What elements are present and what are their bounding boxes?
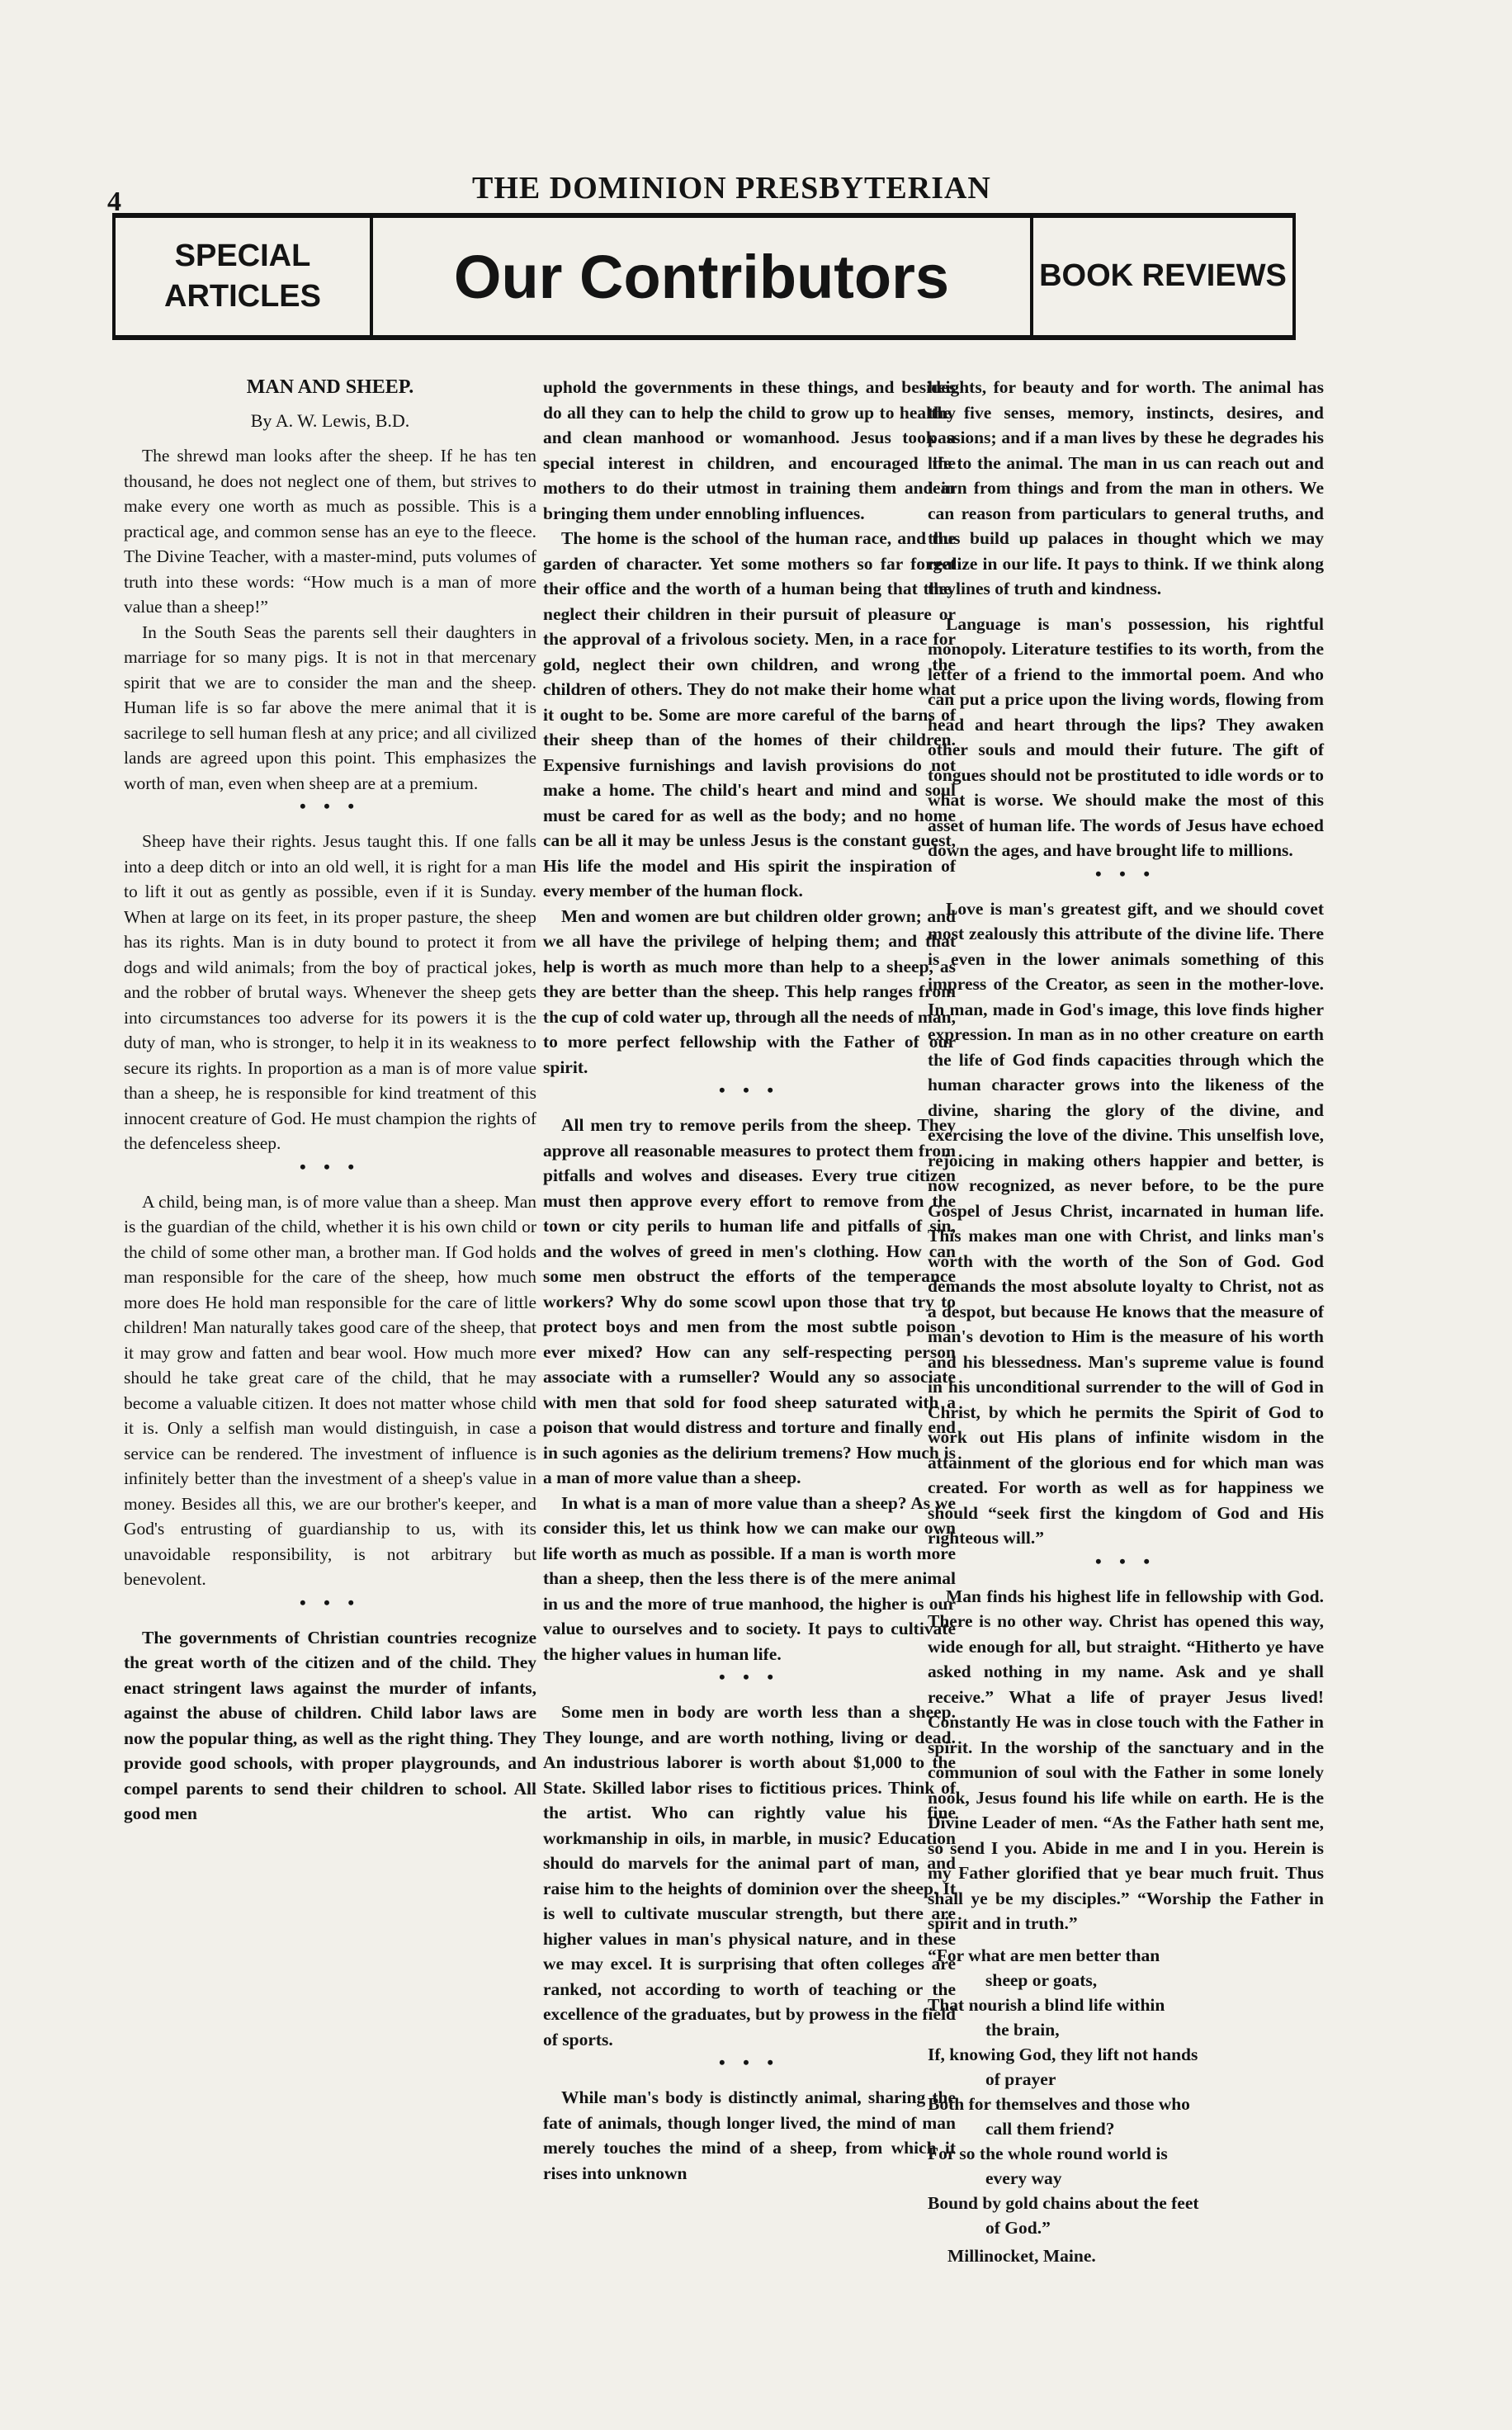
author-location: Millinocket, Maine. — [947, 2245, 1096, 2266]
separator: • • • — [718, 1666, 781, 1687]
poem-line: of prayer — [985, 2068, 1056, 2089]
paragraph: All men try to remove perils from the sheep. They approve all reasonable measures to protect them from pitfalls and wolves and diseases. Every true citizen must then approve every effort to remove from the town or city perils to human life and pitfalls of sin, and the wolves of greed in men's clothing. How can some men obstruct the efforts of the temperance workers? Why do some scowl upon those that try to protect boys and men from the most subtle poison ever mixed? How can any self-respecting person associate with a rumseller? Would any so associate with men that sold for food sheep saturated with a poison that would distress and torture and finally end in such agonies as the delirium tremens? How much is a man of more value than a sheep. — [543, 1115, 956, 1487]
section-title: Our Contributors — [453, 242, 950, 311]
column-2 — [543, 375, 956, 2186]
poem-line: of God.” — [985, 2217, 1051, 2238]
paragraph: heights, for beauty and for worth. The animal has the five senses, memory, instincts, desires, and passions; and if a man lives by these he degrades his life to the animal. The man in us can reach out and learn from things and from the man in others. We can reason from particulars to general truths, and thus build up palaces in thought which we may realize in our life. It pays to think. If we think along the lines of truth and kindness. — [928, 377, 1324, 598]
separator: • • • — [718, 1080, 781, 1100]
paragraph: Love is man's greatest gift, and we should covet most zealously this attribute of the divine life. There is even in the lower animals something of this impress of the Creator, as seen in the mother-love. In man, made in God's image, this love finds higher expression. In man as in no other creature on earth the life of God finds capacities through which the human character grows into the likeness of the divine, sharing the glory of the divine, and exercising the love of the divine. This unselfish love, rejoicing in making others happier and better, is now recognized, as never before, to be the pure Gospel of Jesus Christ, incarnated in human life. This makes man one with Christ, and links man's worth with the worth of the Son of God. God demands the most absolute loyalty to Christ, not as a despot, but because He knows that the measure of man's devotion to Him is the measure of his worth and his blessedness. Man's supreme value is found in his unconditional surrender to the will of God in Christ, by which he permits the Spirit of God to work out His plans of infinite wisdom in the attainment of the glorious end for which man was created. For worth as well as for happiness we should “seek first the kingdom of God and His righteous will.” — [928, 898, 1324, 1548]
column-1 — [124, 375, 536, 1827]
poem-line: call them friend? — [985, 2118, 1115, 2139]
article-title: MAN AND SHEEP. — [246, 376, 414, 398]
paragraph: The governments of Christian countries recognize the great worth of the citizen and of the child. They enact stringent laws against the murder of infants, against the abuse of children. Child labor laws are now the popular thing, as well as the right thing. They provide good schools, with proper playgrounds, and compel parents to send their children to school. All good men — [124, 1627, 536, 1823]
separator: • • • — [718, 2052, 781, 2073]
poem — [928, 1943, 1324, 2240]
newspaper-title: THE DOMINION PRESBYTERIAN — [472, 171, 991, 206]
poem-line: “For what are men better than — [928, 1945, 1160, 1965]
paragraph: In what is a man of more value than a sheep? As we consider this, let us think how we can make our own life worth as much as possible. If a man is worth more than a sheep, then the less there is of the mere animal in us and the more of true manhood, the higher is our value to ourselves and to society. It pays to cultivate the higher values in human life. — [543, 1492, 956, 1664]
separator: • • • — [1094, 1550, 1157, 1572]
paragraph: Man finds his highest life in fellowship with God. There is no other way. Christ has opened this way, wide enough for all, but straight. “Hitherto ye have asked nothing in my name. Ask and ye shall receive.” What a life of prayer Jesus lived! Constantly He was in close touch with the Father in spirit. In the worship of the sanctuary and in the communion of soul with the Father in some lonely nook, Jesus found his life while on earth. He is the Divine Leader of men. “As the Father hath sent me, so send I you. Abide in me and I in you. Herein is my Father glorified that ye bear much fruit. Thus shall ye be my disciples.” “Worship the Father in spirit and in truth.” — [928, 1586, 1324, 1933]
special-articles-box: SPECIAL ARTICLES — [116, 218, 373, 335]
paragraph: Men and women are but children older grown; and we all have the privilege of helping them; and that help is worth as much more than help to a sheep, as they are better than the sheep. This help ranges from the cup of cold water up, through all the needs of man, to more perfect fellowship with the Father of our spirit. — [543, 905, 956, 1077]
separator: • • • — [299, 1591, 361, 1613]
poem-line: Bound by gold chains about the feet — [928, 2192, 1199, 2213]
paragraph: The home is the school of the human race, and the garden of character. Yet some mothers so far forget their office and the worth of a human being that they neglect their children in their pursuit of pleasure or the approval of a frivolous society. Men, in a race for gold, neglect their own children, and wrong the children of others. They do not make their home what it ought to be. Some are more careful of the barns of their sheep than of the homes of their children. Expensive furnishings and lavish provisions do not make a home. The child's heart and mind and soul must be cared for as well as the body; and no home can be all it may be unless Jesus is the constant guest, His life the model and His spirit the inspiration of every member of the human flock. — [543, 528, 956, 901]
article-byline: By A. W. Lewis, B.D. — [250, 409, 410, 431]
poem-line: If, knowing God, they lift not hands — [928, 2044, 1198, 2064]
separator: • • • — [299, 1156, 361, 1177]
section-header — [112, 213, 1296, 340]
separator: • • • — [1094, 863, 1157, 884]
poem-line: For so the whole round world is — [928, 2143, 1168, 2163]
paragraph: In the South Seas the parents sell their daughters in marriage for so many pigs. It is not in that mercenary spirit that we are to consider the man and the sheep. Human life is so far above the mere animal that it is sacrilege to sell human flesh at any price; and all civilized lands are agreed upon this point. This emphasizes the worth of man, even when sheep are at a premium. — [124, 622, 536, 793]
separator: • • • — [299, 796, 361, 816]
page-number: 4 — [107, 187, 121, 217]
paragraph: uphold the governments in these things, and besides do all they can to help the child to grow up to healthy and clean manhood or womanhood. Jesus took a special interest in children, and encouraged the mothers to do their utmost in training them and in bringing them under ennobling influences. — [543, 377, 956, 523]
paragraph: Language is man's possession, his rightful monopoly. Literature testifies to its worth, from the letter of a friend to the immortal poem. And who can put a price upon the living words, flowing from head and heart through the lips? They awaken other souls and mould their future. The gift of tongues should not be prostituted to idle words or to what is worse. We should make the most of this asset of human life. The words of Jesus have echoed down the ages, and have brought life to millions. — [928, 613, 1324, 860]
poem-line: Both for themselves and those who — [928, 2093, 1190, 2114]
poem-line: That nourish a blind life within — [928, 1994, 1165, 2015]
column-3 — [928, 375, 1324, 2268]
book-reviews-box: BOOK REVIEWS — [1030, 218, 1292, 335]
paragraph: Some men in body are worth less than a sheep. They lounge, and are worth nothing, living or dead. An industrious laborer is worth about $1,000 to the State. Skilled labor rises to fictitious prices. Think of the artist. Who can rightly value his fine workmanship in oils, in marble, in music? Education should do marvels for the animal part of man, and raise him to the heights of dominion over the sheep. It is well to cultivate muscular strength, but there are higher values in man's physical nature, and in these we may excel. It is surprising that often colleges are ranked, not according to worth of teaching or the excellence of the graduates, but by prowess in the field of sports. — [543, 1702, 956, 2049]
paragraph: The shrewd man looks after the sheep. If he has ten thousand, he does not neglect one of them, but strives to make every one worth as much as possible. This is a practical age, and common sense has an eye to the fleece. The Divine Teacher, with a master-mind, puts volumes of truth into these words: “How much is a man of more value than a sheep!” — [124, 446, 536, 617]
poem-line: every way — [985, 2168, 1062, 2188]
poem-line: sheep or goats, — [985, 1969, 1098, 1990]
poem-line: the brain, — [985, 2019, 1060, 2040]
paragraph: A child, being man, is of more value than a sheep. Man is the guardian of the child, whether it is his own child or the child of some other man, a brother man. If God holds man responsible for the care of the sheep, how much more does He hold man responsible for the care of little children! Man naturally takes good care of the sheep, that it may grow and fatten and bear wool. How much more should he take great care of the child, that he may become a valuable citizen. It does not matter whose child it is. Only a selfish man would distinguish, in case a service can be rendered. The investment of influence is infinitely better than the investment of a sheep's value in money. Besides all this, we are our brother's keeper, and God's entrusting of guardianship to us, with its unavoidable responsibility, is not arbitrary but benevolent. — [124, 1191, 536, 1589]
paragraph: Sheep have their rights. Jesus taught this. If one falls into a deep ditch or into an old well, it is right for a man to lift it out as gently as possible, even if it is Sunday. When at large on its feet, in its proper pasture, the sheep has its rights. Man is in duty bound to protect it from dogs and wild animals; from the boy of practical jokes, and the robber of brutal ways. Whenever the sheep gets into circumstances too adverse for its powers it is the duty of man, who is stronger, to help it in its weakness to secure its rights. In proportion as a man is of more value than a sheep, he is responsible for kind treatment of this innocent creature of God. He must champion the rights of the defenceless sheep. — [124, 831, 536, 1153]
paragraph: While man's body is distinctly animal, sharing the fate of animals, though longer lived, the mind of man merely touches the mind of a sheep, from which it rises into unknown — [543, 2087, 956, 2183]
